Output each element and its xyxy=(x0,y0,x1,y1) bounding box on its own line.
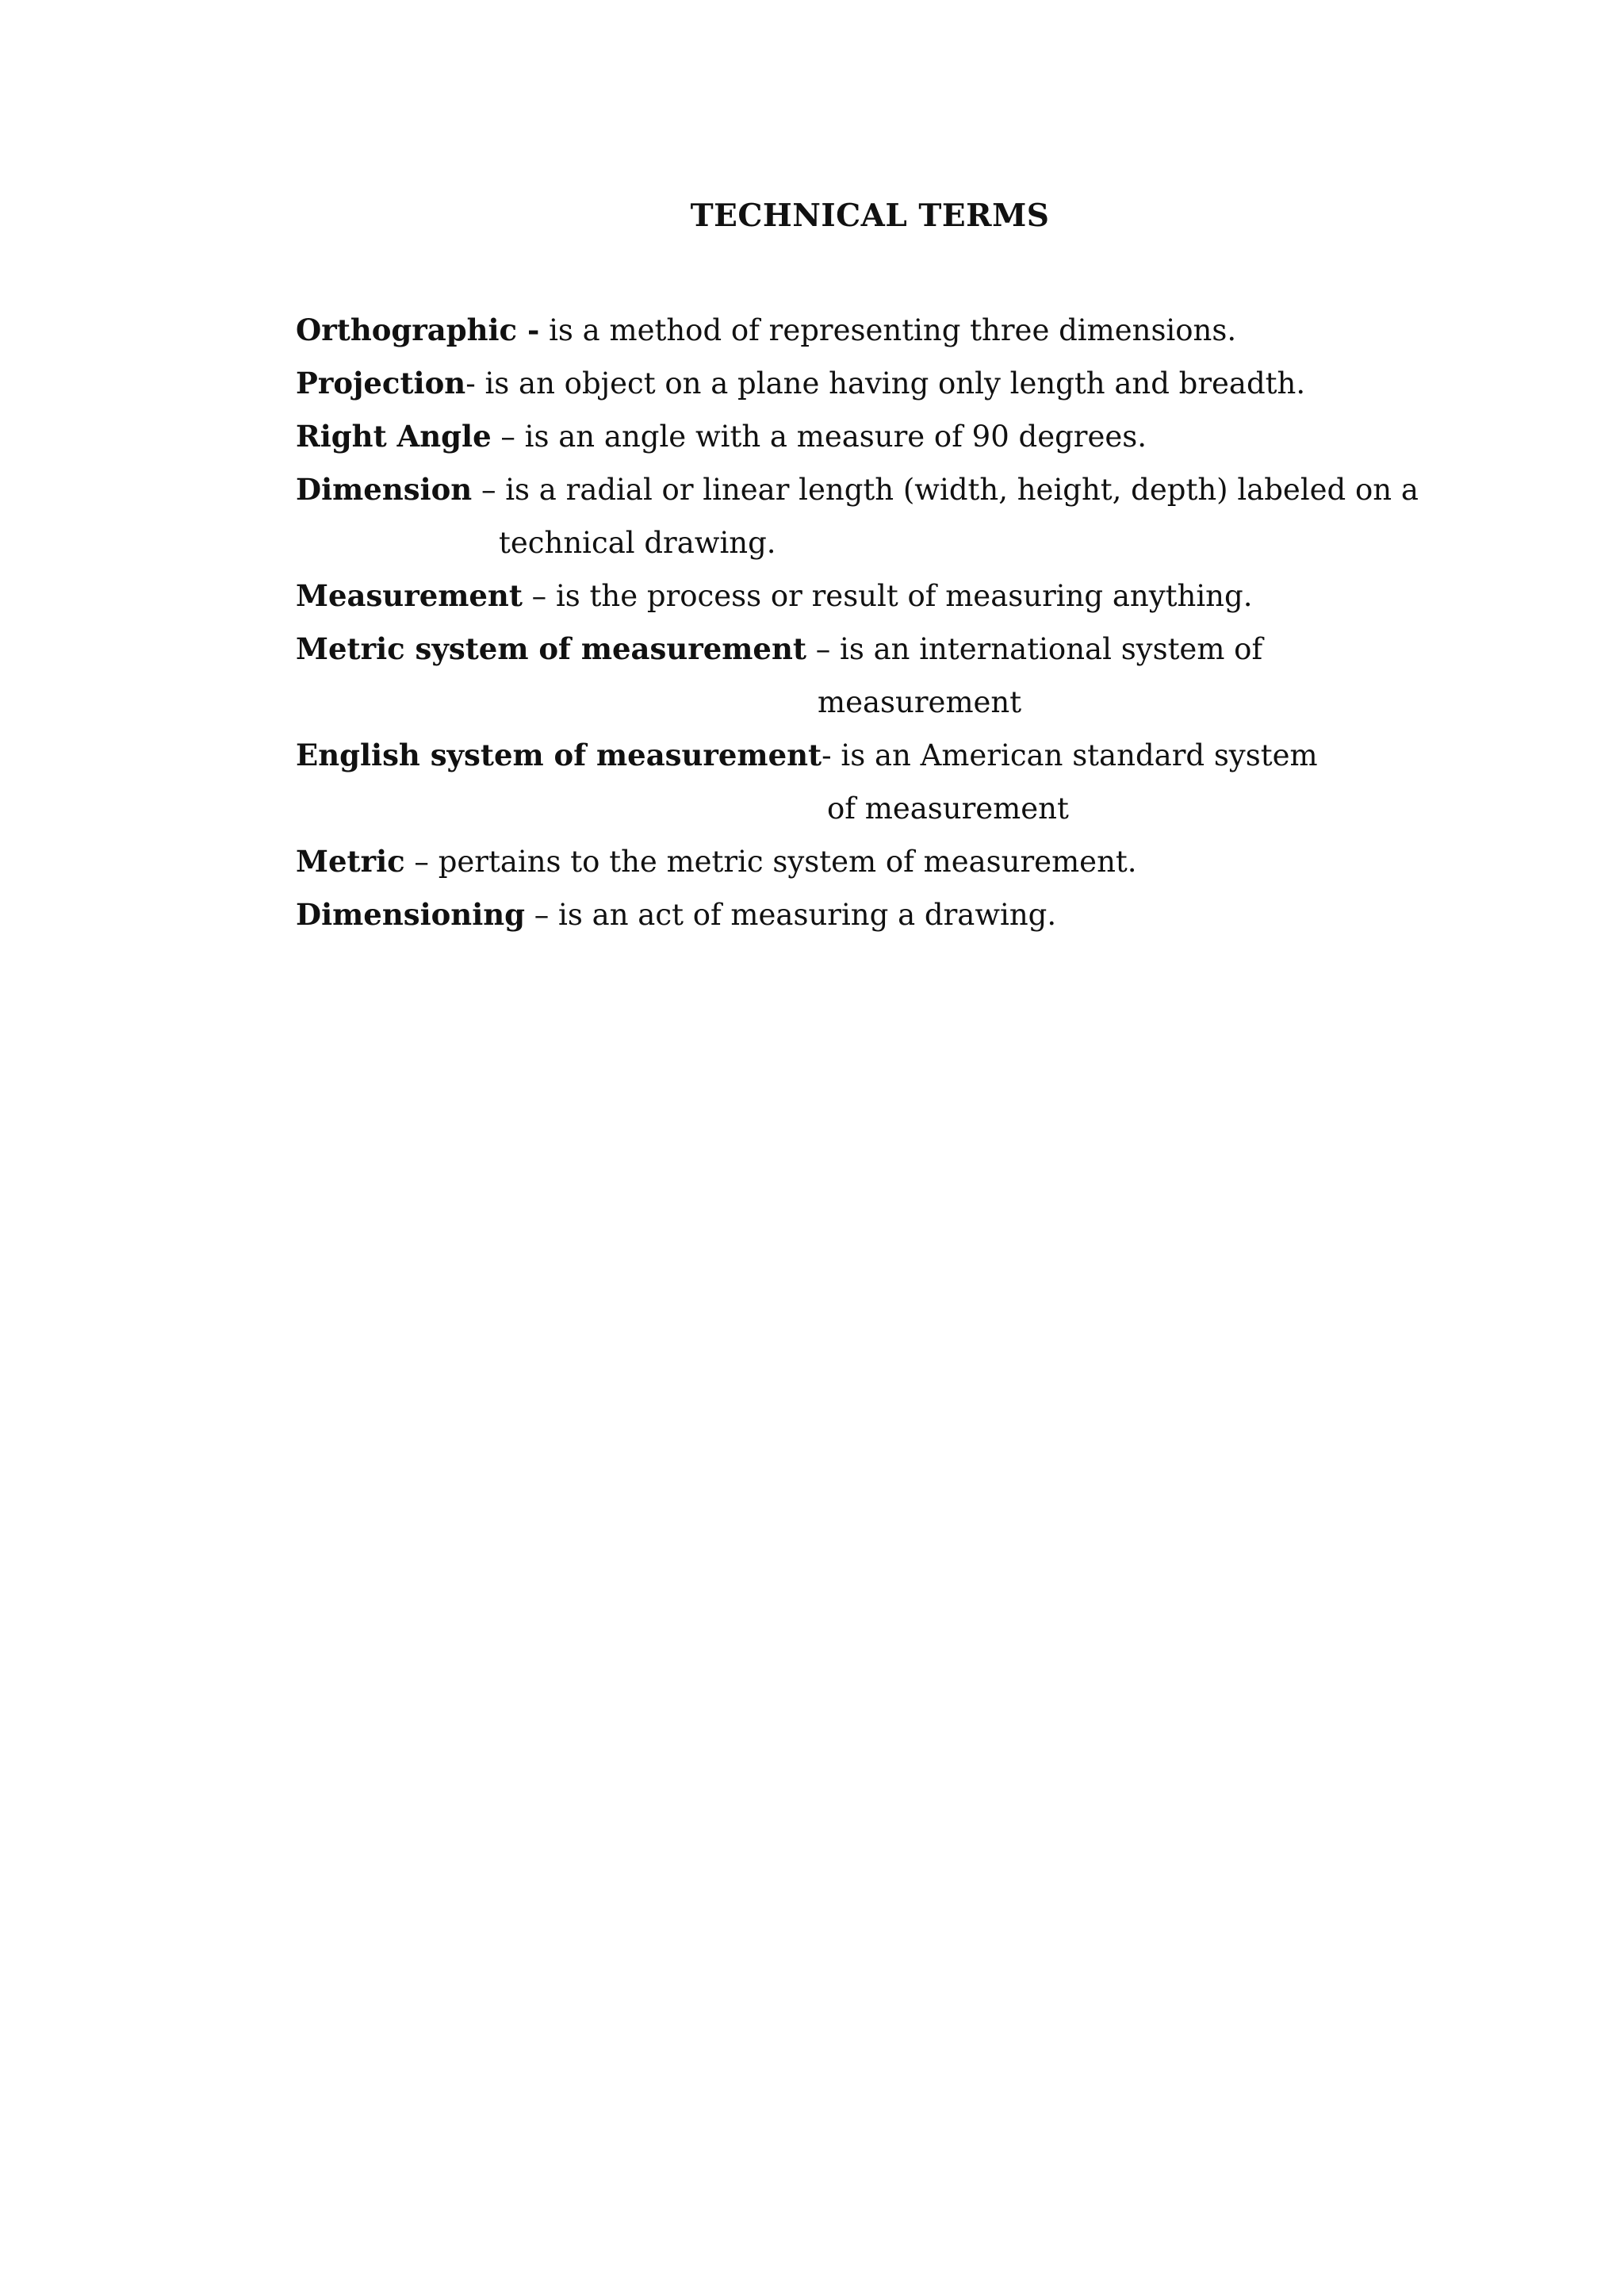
term-entry-right-angle xyxy=(296,410,1422,463)
term-entry-orthographic xyxy=(296,304,1422,357)
term-definition-continuation: technical drawing. xyxy=(499,526,776,560)
term-name: Right Angle xyxy=(296,419,492,454)
term-definition: - is an object on a plane having only length and breadth. xyxy=(465,366,1306,401)
term-definition: – is the process or result of measuring anything. xyxy=(522,579,1253,613)
term-definition: – is an international system of xyxy=(806,632,1263,666)
term-name: Metric xyxy=(296,844,405,879)
term-entry-english-system xyxy=(296,729,1422,782)
term-name: Measurement xyxy=(296,578,523,613)
term-entry-dimensioning xyxy=(296,888,1422,941)
term-entry-metric-system xyxy=(296,623,1422,676)
term-entry-metric xyxy=(296,835,1422,888)
term-definition: - is an American standard system xyxy=(822,738,1318,772)
term-definition: – pertains to the metric system of measurement. xyxy=(404,845,1137,879)
term-name: Dimension xyxy=(296,472,473,507)
term-definition: – is a radial or linear length (width, height, depth) labeled on a xyxy=(472,473,1419,507)
term-entry-dimension xyxy=(296,463,1422,516)
term-definition-continuation: measurement xyxy=(818,685,1022,719)
page-title: TECHNICAL TERMS xyxy=(690,197,1050,234)
term-definition: – is an act of measuring a drawing. xyxy=(525,898,1057,932)
term-definition: is a method of representing three dimensions. xyxy=(539,313,1237,347)
term-entry-measurement xyxy=(296,569,1422,623)
term-name: Orthographic - xyxy=(296,312,540,347)
term-name: Metric system of measurement xyxy=(296,631,806,666)
term-name: Projection xyxy=(296,366,466,401)
term-entry-projection xyxy=(296,357,1422,410)
terms-list xyxy=(296,304,1422,941)
term-definition-continuation: of measurement xyxy=(827,792,1069,826)
term-definition: – is an angle with a measure of 90 degrees. xyxy=(491,420,1147,454)
term-name: English system of measurement xyxy=(296,738,822,772)
term-name: Dimensioning xyxy=(296,897,526,932)
